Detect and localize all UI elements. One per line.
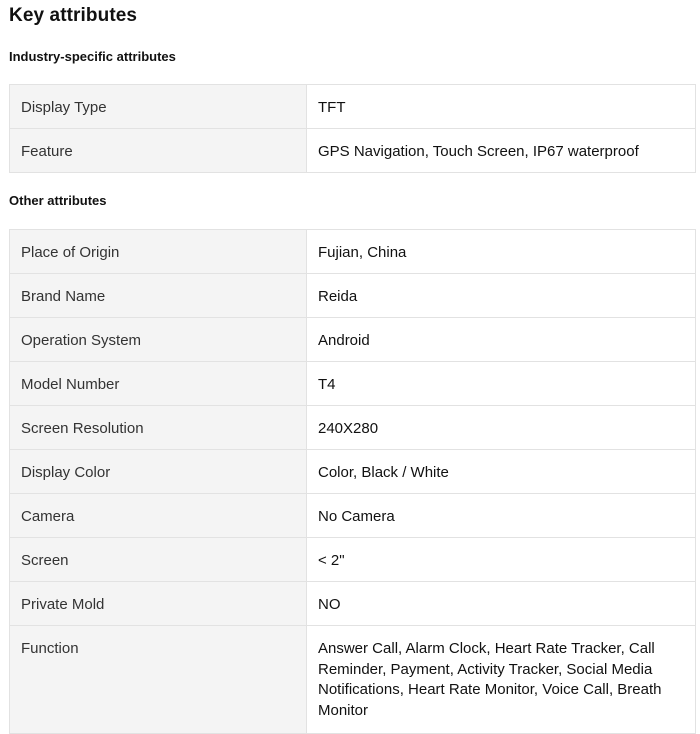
industry-attributes-heading: Industry-specific attributes (9, 49, 176, 64)
attribute-key: Private Mold (10, 582, 307, 626)
attribute-key: Display Type (10, 85, 307, 129)
attribute-value: T4 (307, 362, 696, 406)
attribute-key: Function (10, 626, 307, 734)
attribute-value: No Camera (307, 494, 696, 538)
attribute-value: Answer Call, Alarm Clock, Heart Rate Tracker, Call Reminder, Payment, Activity Tracker, Social Media Notifications, Heart Rate Monitor, Voice Call, Breath Monitor (307, 626, 696, 734)
attribute-value: Fujian, China (307, 230, 696, 274)
table-row (10, 450, 696, 494)
table-row (10, 318, 696, 362)
attribute-value: Color, Black / White (307, 450, 696, 494)
other-attributes-table (9, 229, 696, 734)
other-attributes-heading: Other attributes (9, 193, 107, 208)
table-row (10, 362, 696, 406)
attribute-key: Brand Name (10, 274, 307, 318)
attribute-value: Android (307, 318, 696, 362)
table-row (10, 626, 696, 734)
table-row (10, 129, 696, 173)
table-row (10, 406, 696, 450)
attribute-key: Place of Origin (10, 230, 307, 274)
attribute-key: Screen (10, 538, 307, 582)
attribute-value: Reida (307, 274, 696, 318)
attribute-value: NO (307, 582, 696, 626)
attribute-value: TFT (307, 85, 696, 129)
table-row (10, 274, 696, 318)
attribute-key: Model Number (10, 362, 307, 406)
attribute-key: Screen Resolution (10, 406, 307, 450)
table-row (10, 494, 696, 538)
table-row (10, 85, 696, 129)
attribute-value: 240X280 (307, 406, 696, 450)
attribute-value: < 2" (307, 538, 696, 582)
industry-attributes-table (9, 84, 696, 173)
attribute-key: Feature (10, 129, 307, 173)
table-row (10, 538, 696, 582)
page-title: Key attributes (9, 5, 138, 26)
table-row (10, 582, 696, 626)
attribute-value: GPS Navigation, Touch Screen, IP67 waterproof (307, 129, 696, 173)
attribute-key: Camera (10, 494, 307, 538)
attribute-key: Display Color (10, 450, 307, 494)
table-row (10, 230, 696, 274)
attribute-key: Operation System (10, 318, 307, 362)
